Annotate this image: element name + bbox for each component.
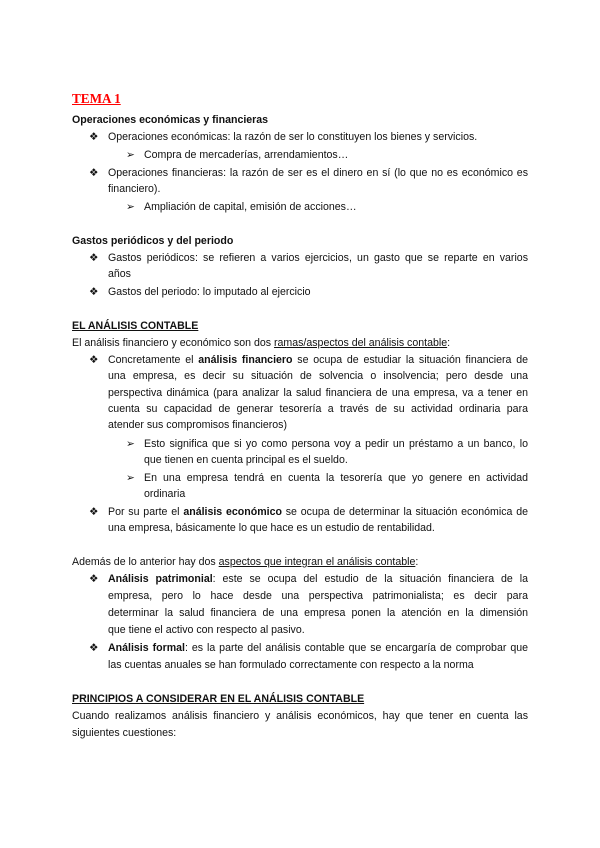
bullet-analisis-formal-line2: las cuentas anuales se han formulado correctamente con respecto a la norma xyxy=(108,659,474,671)
analisis-contable-intro xyxy=(72,336,450,351)
arrow-bullet-icon: ➢ xyxy=(126,201,135,213)
bullet-operaciones-financieras-line2: financiero). xyxy=(108,183,161,195)
diamond-bullet-icon: ❖ xyxy=(89,252,99,264)
text-span: : es la parte del análisis contable que se encargaría de comprobar que xyxy=(184,642,528,654)
bold-term: Análisis formal xyxy=(108,642,185,654)
page-title: TEMA 1 xyxy=(72,91,121,106)
bullet-operaciones-financieras-line1: Operaciones financieras: la razón de ser es el dinero en sí (lo que no es económico es xyxy=(108,167,528,179)
sub-bullet-tesoreria-line1: En una empresa tendrá en cuenta la tesorería que yo genere en actividad xyxy=(144,472,528,484)
text-span: : este se ocupa del estudio de la situación financiera de la xyxy=(212,573,528,585)
diamond-bullet-icon: ❖ xyxy=(89,506,99,518)
diamond-bullet-icon: ❖ xyxy=(89,573,99,585)
principios-line2: siguientes cuestiones: xyxy=(72,727,177,739)
diamond-bullet-icon: ❖ xyxy=(89,354,99,366)
bullet-analisis-formal-line1 xyxy=(108,641,528,656)
bullet-analisis-economico-line2: una empresa, básicamente lo que hace es un estudio de rentabilidad. xyxy=(108,522,435,534)
section-heading-principios: PRINCIPIOS A CONSIDERAR EN EL ANÁLISIS CONTABLE xyxy=(72,693,365,705)
diamond-bullet-icon: ❖ xyxy=(89,642,99,654)
section-heading-analisis-contable: EL ANÁLISIS CONTABLE xyxy=(72,320,199,332)
bullet-gastos-periodicos-line1: Gastos periódicos: se refieren a varios ejercicios, un gasto que se reparte en varios xyxy=(108,252,528,264)
diamond-bullet-icon: ❖ xyxy=(89,286,99,298)
aspectos-intro xyxy=(72,555,418,570)
bullet-analisis-financiero-line2: una empresa, es decir su situación de solvencia o insolvencia; pero desde una xyxy=(108,370,528,382)
intro-underlined: ramas/aspectos del análisis contable xyxy=(273,337,448,349)
diamond-bullet-icon: ❖ xyxy=(89,167,99,179)
arrow-bullet-icon: ➢ xyxy=(126,438,135,450)
principios-line1: Cuando realizamos análisis financiero y análisis económicos, hay que tener en cuenta las xyxy=(72,710,528,722)
bullet-analisis-financiero-line5: atender sus compromisos financieros) xyxy=(108,419,287,431)
section-heading-operaciones: Operaciones económicas y financieras xyxy=(72,114,269,126)
sub-bullet-tesoreria-line2: ordinaria xyxy=(144,488,186,500)
arrow-bullet-icon: ➢ xyxy=(126,149,135,161)
bullet-analisis-patrimonial-line1 xyxy=(108,572,528,587)
bold-term: análisis económico xyxy=(183,506,282,518)
intro-colon: : xyxy=(447,337,451,349)
section-heading-gastos: Gastos periódicos y del periodo xyxy=(72,235,234,247)
bullet-analisis-patrimonial-line3: determinar la salud financiera de una empresa ponen la atención en la dimensión xyxy=(108,607,528,619)
intro-text: Además de lo anterior hay dos xyxy=(72,556,219,568)
bold-term: análisis financiero xyxy=(198,354,293,366)
text-span: Por su parte el xyxy=(108,506,184,518)
text-span: se ocupa de estudiar la situación financiera de xyxy=(292,354,529,366)
bullet-gastos-periodo: Gastos del periodo: lo imputado al ejercicio xyxy=(108,286,311,298)
intro-colon: : xyxy=(415,556,419,568)
bold-term: Análisis patrimonial xyxy=(108,573,213,585)
arrow-bullet-icon: ➢ xyxy=(126,472,135,484)
diamond-bullet-icon: ❖ xyxy=(89,131,99,143)
bullet-analisis-patrimonial-line4: que tiene el activo con respecto al pasivo. xyxy=(108,624,305,636)
bullet-analisis-economico-line1 xyxy=(108,505,528,520)
sub-bullet-prestamo-line1: Esto significa que si yo como persona voy a pedir un préstamo a un banco, lo xyxy=(144,438,528,450)
bullet-analisis-patrimonial-line2: empresa, pero lo hace desde una perspectiva patrimonialista; es decir para xyxy=(108,590,528,602)
bullet-analisis-financiero-line1 xyxy=(108,353,528,368)
text-span: se ocupa de determinar la situación económica de xyxy=(281,506,528,518)
bullet-analisis-financiero-line4: cuenta su capacidad de generar tesorería a través de su actividad ordinaria para xyxy=(108,403,528,415)
bullet-gastos-periodicos-line2: años xyxy=(108,268,131,280)
bullet-analisis-financiero-line3: perspectiva dinámica (para analizar la salud financiera de una empresa, va a tener en xyxy=(108,387,528,399)
intro-underlined: aspectos que integran el análisis contable xyxy=(218,556,416,568)
text-span: Concretamente el xyxy=(108,354,199,366)
bullet-operaciones-economicas: Operaciones económicas: la razón de ser lo constituyen los bienes y servicios. xyxy=(108,131,478,143)
intro-text: El análisis financiero y económico son dos xyxy=(72,337,274,349)
sub-bullet-compra: Compra de mercaderías, arrendamientos… xyxy=(144,149,349,161)
sub-bullet-ampliacion: Ampliación de capital, emisión de acciones… xyxy=(144,201,357,213)
sub-bullet-prestamo-line2: que tienen en cuenta principal es el sueldo. xyxy=(144,454,348,466)
